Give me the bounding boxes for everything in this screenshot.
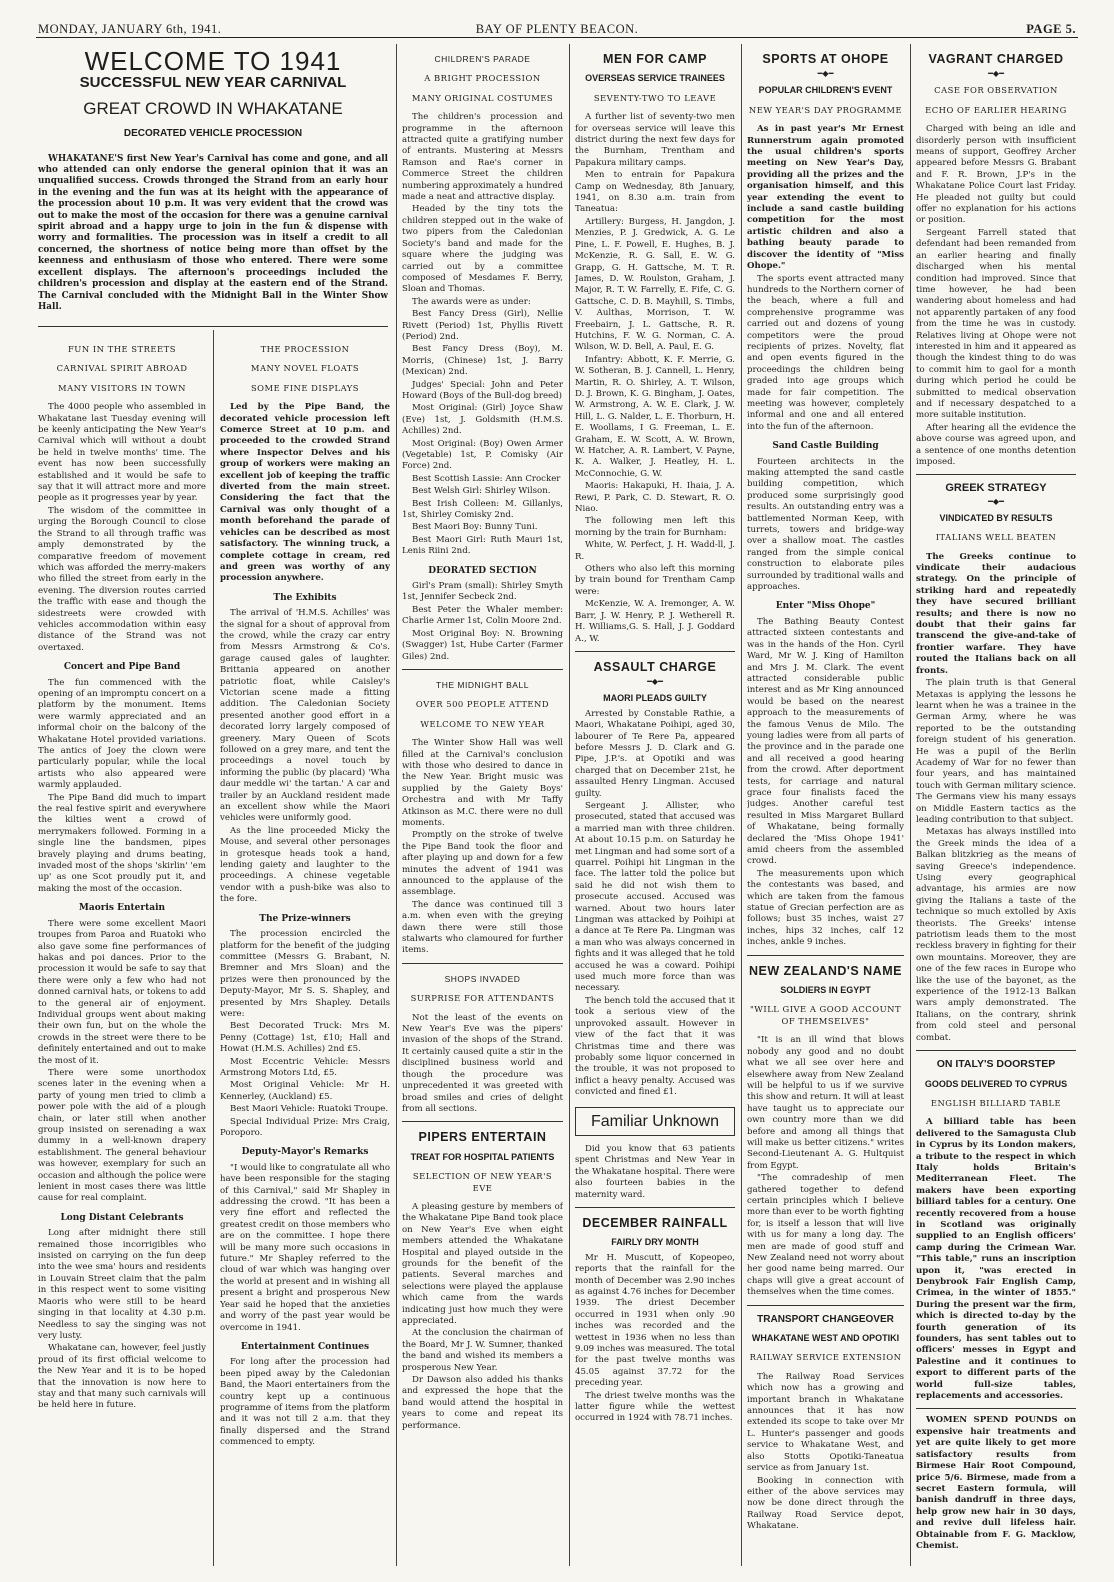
paragraph: Best Fancy Dress (Girl), Nellie Rivett (Period) 1st, Phyllis Rivett (Period) 2nd. bbox=[402, 309, 563, 342]
subhead: MAORI PLEADS GUILTY bbox=[603, 693, 707, 704]
headline: NEW ZEALAND'S NAME bbox=[749, 963, 902, 978]
paragraph: Mr H. Muscutt, of Kopeopeo, reports that the rainfall for the month of December was 2.90 inches as against 4.76 inches for December 1939. The driest December occurred in 1931 when only .90 inches was recorded and the wettest in 1936 when no less than 9.09 inches was measured. The total for the past twelve months was 45.05 against 37.72 for the preceding year. bbox=[575, 1252, 735, 1389]
headline-welcome: WELCOME TO 1941 bbox=[84, 46, 342, 76]
paragraph: Sergeant J. Allister, who prosecuted, stated that accused was a married man with three children. At about 10.15 p.m. on Saturday he met Lingman and had some sort of a quarrel. Poihipi hit Lingman in the face. The latter told the police but said he did not wish them to prosecute accused. Accused was warned. About two hours later Lingman was attacked by Poihipi at a dance at Te Rere Pa. Lingman was a man who was always concerned in fights and it was alleged that he told accused he was a coward. Poihipi used much more force than was necessary. bbox=[575, 800, 735, 994]
paragraph: The driest twelve months was the latter figure while the wettest occurred in 1924 with 78.71 inches. bbox=[575, 1390, 735, 1424]
side-heading: Deputy-Mayor's Remarks bbox=[241, 1147, 369, 1158]
paragraph: Most Eccentric Vehicle: Messrs Armstrong Motors Ltd, £5. bbox=[220, 1056, 390, 1078]
paragraph: "It is an ill wind that blows nobody any good and no doubt what we all see over here and elsewhere away from New Zealand will be helpful to us if we survive this show and return. It will at least have taught us to appreciate our own country more than we did before and among all things that will make us better citizens." writes Second-Lieutenant A. G. Hultquist from Egypt. bbox=[747, 1035, 904, 1171]
headline-carnival: SUCCESSFUL NEW YEAR CARNIVAL bbox=[79, 74, 347, 92]
section-divider bbox=[38, 326, 388, 327]
lead-paragraph: A billiard table has been delivered to the Samagusta Club in Cyprus by its London makers, a tribute to the respect in which Italy holds Britain's Mediterranean Fleet. The makers have been exporting billiard tables for a century. One recently recovered from a house in Scotland was originally supplied to an English officers' camp during the Crimean War. "This table," runs an inscription upon it, "was erected in Denybrook Fair English Camp, Crimea, in the winter of 1855." During the present war the firm, which is directed to-day by the fourth generation of its founders, has sent tables out to officers' messes in Egypt and Palestine and it continues to export to different parts of the world full-size tables, replacements and accessories. bbox=[916, 1117, 1076, 1402]
subhead: RAILWAY SERVICE EXTENSION bbox=[749, 1352, 902, 1363]
paragraph: Promptly on the stroke of twelve the Pipe Band took the floor and after playing up and down for a few minutes the advent of 1941 was announced to the applause of the assemblage. bbox=[402, 830, 563, 898]
subhead: GOODS DELIVERED TO CYPRUS bbox=[924, 1078, 1068, 1089]
paragraph: Most Original: (Boy) Owen Armer (Vegetable) 1st, P. Comisky (Air Force) 2nd. bbox=[402, 438, 563, 472]
column-rule bbox=[910, 44, 911, 1566]
paragraph: Whakatane can, however, feel justly proud of its first official welcome to the New Year and it is to be hoped that the innovation is now here to stay and that many such carnivals will be held here in future. bbox=[38, 1343, 206, 1411]
paragraph: A further list of seventy-two men for overseas service will leave this district during the next few days for the Burnham, Trentham and Papakura military camps. bbox=[575, 112, 735, 168]
paragraph: Sergeant Farrell stated that defendant had been remanded from an earlier hearing and finally discharged when his mental condition had improved. Since that time however, he had been wandering about homeless and had not apparently partaken of any food from the time he was in custody. Relatives living at Ohope were not interested in him and it appeared as though the kindest thing to do was to commit him to gaol for a month during which period he could be submitted to medical observation and if necessary despatched to a more suitable institution. bbox=[916, 227, 1076, 421]
page-number: PAGE 5. bbox=[1026, 22, 1076, 36]
subhead: POPULAR CHILDREN'S EVENT bbox=[758, 85, 893, 96]
side-heading: The Prize-winners bbox=[259, 913, 351, 924]
paragraph: Others who also left this morning by train bound for Trentham Camp were: bbox=[575, 564, 735, 597]
advertisement: WOMEN SPEND POUNDS on expensive hair treatments and yet are quite likely to get more satisfactory results from Birmese Hair Root Compound, price 5/6. Birmese, made from a secret Eastern formula, will banish dandruff in three days, help grow new hair in 30 days, and revive dull lifeless hair. Obtainable from F. G. Macklow, Chemist. bbox=[916, 1415, 1076, 1551]
headline: MEN FOR CAMP bbox=[603, 52, 707, 66]
paragraph: The Railway Road Services which now has a growing and important branch in Whakatane announces that it has now extended its scope to take over Mr L. Hunter's passenger and goods service to Whakatane West, and also Stotts Opotiki-Taneatua service as from January 1st. bbox=[747, 1371, 904, 1474]
subhead: OVERSEAS SERVICE TRAINEES bbox=[585, 73, 725, 84]
headline: THE MIDNIGHT BALL bbox=[436, 679, 529, 690]
divider bbox=[402, 1121, 563, 1122]
paragraph: A pleasing gesture by members of the Whakatane Pipe Band took place on New Year's Eve when eight members attended the Whakatane Hospital and played outside in the grounds for the benefit of the patients. Several marches and selections were played the applause which came from the wards indicating just how much they were appreciated. bbox=[402, 1201, 563, 1326]
paragraph: Maoris: Hakapuki, H. Ihaia, J. A. Rewi, P. Park, C. D. Stewart, R. O. Niao. bbox=[575, 481, 735, 515]
headline: SPORTS AT OHOPE bbox=[762, 52, 889, 66]
headline: THE PROCESSION bbox=[260, 344, 350, 354]
column-rule bbox=[213, 330, 214, 1566]
paragraph: Most Original: (Girl) Joyce Shaw (Eve) 1st, J. Goldsmith (H.M.S. Achilles) 2nd. bbox=[402, 403, 563, 437]
subhead: OVER 500 PEOPLE ATTEND bbox=[415, 699, 550, 710]
subhead: A BRIGHT PROCESSION bbox=[424, 73, 541, 84]
subhead: CARNIVAL SPIRIT ABROAD bbox=[56, 363, 188, 374]
side-heading: The Exhibits bbox=[273, 592, 337, 603]
masthead bbox=[36, 22, 1078, 38]
paragraph: Most Original Vehicle: Mr H. Kennerley, (Auckland) £5. bbox=[220, 1080, 390, 1102]
paragraph: McKenzie, W. A. Iremonger, A. W. Barr, J. W. Henry, P. J. Wetherell R. H. Williams,G. S. Hall, J. J. Goddard A., W. bbox=[575, 599, 735, 644]
paragraph: At the conclusion the chairman of the Board, Mr J. W. Sumner, thanked the band and wished its members a prosperous New Year. bbox=[402, 1328, 563, 1373]
subhead: SURPRISE FOR ATTENDANTS bbox=[410, 993, 555, 1004]
side-heading: DEORATED SECTION bbox=[428, 565, 537, 576]
dash-ornament: ━◆━ bbox=[988, 496, 1004, 506]
paragraph: White, W. Perfect, J. H. Wadd-ll, J. R. bbox=[575, 540, 735, 562]
side-heading: Maoris Entertain bbox=[78, 903, 166, 914]
paragraph: Dr Dawson also added his thanks and expressed the hope that the band would attend the hospital in years to come and repeat its performance. bbox=[402, 1375, 563, 1431]
men-for-camp-column bbox=[575, 44, 735, 1568]
paragraph: Best Decorated Truck: Mrs M. Penny (Cottage) 1st, £10; Hall and Howat (H.M.S. Achilles) 2nd £5. bbox=[220, 1021, 390, 1055]
subhead: TREAT FOR HOSPITAL PATIENTS bbox=[410, 1151, 555, 1162]
procession-article bbox=[220, 330, 390, 1568]
side-heading: Concert and Pipe Band bbox=[63, 662, 181, 673]
divider bbox=[747, 1305, 904, 1306]
subhead: SOLDIERS IN EGYPT bbox=[780, 985, 871, 996]
headline: CHILDREN'S PARADE bbox=[434, 54, 531, 64]
subhead: NEW YEAR'S DAY PROGRAMME bbox=[748, 104, 903, 115]
paragraph: Best Peter the Whaler member: Charlie Armer 1st, Colin Moore 2nd. bbox=[402, 604, 563, 627]
paragraph: Headed by the tiny tots the children stepped out in the wake of two pipers from the Caledonian Society's band and made for the square where the judging was carried out by a committee composed of Mesdames F. Berry, Sloan and Thomas. bbox=[402, 204, 563, 295]
subhead: SEVENTY-TWO TO LEAVE bbox=[593, 92, 717, 103]
paragraph: The Pipe Band did much to impart the real festive spirit and everywhere the kilties went a crowd of merrymakers followed. Forming in a single line the bandsmen, pipes bravely playing and drums beating, invaded most of the shops 'skirlin' 'em up' as one Scot proudly put it, and making the most of the occasion. bbox=[38, 792, 206, 894]
paragraph: The following men left this morning by the train for Burnham: bbox=[575, 516, 735, 538]
paragraph: Artillery: Burgess, H. Jangdon, J. Menzies, P. J. Gredwick, A. G. Le Pine, L. F. Powell, E. Hughes, B. J. McKenzie, R. G. Sall, E. W. G. Grapp, G. H. Gattsche, M. T. R. James, D. W. Roulston, Graham, J. Major, R. T. W. Farrelly, E. Fife, C. G. Gattsche, C. D. B. Mayhill, S. Timbs, V. Aulthas, Morrison, T. W. Freebairn, J. L. Gattsche, R. R. Hutchins, F. W. G. Norman, C. A. Wilson, W. D. Bell, A. Paul, E. G. bbox=[575, 216, 735, 353]
side-heading: Sand Castle Building bbox=[772, 441, 879, 452]
side-heading: Long Distant Celebrants bbox=[60, 1212, 184, 1223]
divider bbox=[916, 1050, 1076, 1051]
subhead: ECHO OF EARLIER HEARING bbox=[925, 104, 1067, 115]
paragraph: Best Maori Boy: Bunny Tuni. bbox=[412, 522, 538, 533]
subhead: FAIRLY DRY MONTH bbox=[611, 1237, 699, 1248]
divider bbox=[916, 1408, 1076, 1409]
paragraph: There were some unorthodox scenes later in the evening when a party of young men tried to climb a power pole with the aid of a plough chain, or later still when another group insisted on serenading a wax dummy in a well-known drapery establishment. The general behaviour was however, exemplary for such an occasion and although the police were lenient in most cases there was little cause for real complaint. bbox=[38, 1067, 206, 1204]
column-rule bbox=[569, 44, 570, 1566]
paragraph: "The comradeship of men gathered together to defend certain principles which I believe more than ever to be worth fighting for, is itself a lesson that will live with us for many a long day. The men are made of good stuff and New Zealand need not worry about her good name being marred. Our chaps will give a great account of themselves when the time comes. bbox=[747, 1173, 904, 1298]
paragraph: Girl's Pram (small): Shirley Smyth 1st, Jennifer Secbeck 2nd. bbox=[402, 581, 563, 603]
paragraph: Best Maori Girl: Ruth Mauri 1st, Lenis Riini 2nd. bbox=[402, 534, 563, 557]
paragraph: Men to entrain for Papakura Camp on Wednesday, 8th January, 1941, on 8.30 a.m. train from Taneatua: bbox=[575, 170, 735, 215]
subhead: VINDICATED BY RESULTS bbox=[939, 512, 1053, 523]
divider bbox=[916, 474, 1076, 475]
paragraph: Arrested by Constable Rathie, a Maori, Whakatane Poihipi, aged 30, labourer of Te Rere Pa, appeared before Messrs J. D. Clark and G. Pipe, J.P.'s. at Opotiki and was charged that on December 21st, he assaulted Henry Lingman. Accused guilty. bbox=[575, 708, 735, 799]
column-rule bbox=[396, 44, 397, 1566]
paragraph: The Bathing Beauty Contest attracted sixteen contestants and was in the hands of the Hon. Cyril Ward, Mr W. J. King of Hamilton and Mrs J. M. Clark. The event attracted considerable public interest and as Mr King announced would be based on the nearest approach to the measurements of the famous Venus de Milo. The young ladies were from all parts of the province and in the parade one and all received a good hearing from the crowd. After deportment tests, for carriage and natural grace four finalists faced the judges. Another careful test resulted in Miss Margaret Bullard of Whakatane, being formally declared the 'Miss Ohope 1941' amid cheers from the assembled crowd. bbox=[747, 616, 904, 867]
subhead: ITALIANS WELL BEATEN bbox=[935, 532, 1057, 543]
paragraph: Most Original Boy: N. Browning (Swagger) 1st, Hube Carter (Farmer Giles) 2nd. bbox=[402, 628, 563, 662]
paragraph: The arrival of 'H.M.S. Achilles' was the signal for a shout of approval from the crowd, while the crazy car entry from Messrs Armstrong & Co's. garage caused gales of laughter. Brittania appeared on another patriotic float, while Caisley's Victorian scene made a fitting addition. The Caledonian Society presented another good effort in a decorated lorry largely composed of greenery. Mary Queen of Scots followed on a grey mare, and tent the proceedings a novel touch by informing the public (by placard) 'Wha daur meddle wi' the tartan.' A car and trailer by an Auckland resident made an excellent show while the Maori vehicles were uniformly good. bbox=[220, 608, 390, 824]
side-heading: Enter "Miss Ohope" bbox=[775, 601, 876, 612]
paragraph: Did you know that 63 patients spent Christmas and New Year in the Whakatane hospital. There were also fourteen babies in the maternity ward. bbox=[575, 1143, 735, 1200]
headline: VAGRANT CHARGED bbox=[928, 52, 1064, 66]
subhead: WHAKATANE WEST AND OPOTIKI bbox=[751, 1333, 900, 1344]
headline-decorated: DECORATED VEHICLE PROCESSION bbox=[123, 128, 303, 140]
paragraph: Infantry: Abbott, K. F. Merrie, G. W. Sotheran, B. J. Cannell, L. Henry, Martin, R. O. Shirley, A. T. Wilson, D. J. Brown, K. G. Bingham, J. Oates, W. Armstrong, A. W. E. Clark, J. W. Hill, L. G. Nalder, L. E. Thorburn, H. E. Woollams, I G. Freeman, L. E. Graham, E. W. Scott, A. W. Brown, W. Hatcher, A. R. Lambert, V. Payne, K. A. Walker, J. Heatley, H. L. McConnochie, G. W. bbox=[575, 354, 735, 479]
paragraph: Best Scottish Lassie: Ann Crocker bbox=[412, 473, 561, 484]
headline: PIPERS ENTERTAIN bbox=[418, 1130, 547, 1145]
subhead: MANY ORIGINAL COSTUMES bbox=[411, 92, 554, 103]
paragraph: As the line proceeded Micky the Mouse, and several other personages in grotesque heads took a hand, lending gaiety and laughter to the proceedings. A chinese vegetable vendor with a push-bike was also to the fore. bbox=[220, 825, 390, 905]
paragraph: The bench told the accused that it took a serious view of the unprovoked assault. However in view of the fact that it was Christmas time and there was probably some liquor concerned in the trouble, it was not proposed to inflict a heavy penalty. Accused was convicted and fined £1. bbox=[575, 995, 735, 1098]
headline-crowd: GREAT CROWD IN WHAKATANE bbox=[83, 98, 343, 118]
paragraph: The fun commenced with the opening of an impromptu concert on a platform by the monument. Items were warmly appreciated and an informal choir on the balcony of the Whakatane Hotel provided variations. The antics of Joey the clown were particularly popular, while the local artists who also appeared were warmly applauded. bbox=[38, 677, 206, 791]
dash-ornament: ━◆━ bbox=[988, 69, 1004, 79]
newspaper-name: BAY OF PLENTY BEACON. bbox=[475, 22, 639, 36]
headline: GREEK STRATEGY bbox=[945, 482, 1047, 495]
paragraph: Best Maori Vehicle: Ruatoki Troupe. bbox=[230, 1104, 389, 1115]
paragraph: Best Irish Colleen: M. Gillanlys, 1st, Shirley Comisky 2nd. bbox=[402, 498, 563, 521]
paragraph: Best Fancy Dress (Boy), M. Morris, (Chinese) 1st, J. Barry (Mexican) 2nd. bbox=[402, 344, 563, 378]
subhead: ENGLISH BILLIARD TABLE bbox=[930, 1097, 1062, 1108]
paragraph: "I would like to congratulate all who have been responsible for the staging of this Carnival," said Mr Shapley in addressing the crowd. "It has been a very fine effort and reflected the greatest credit on those members who are on the committee. I hope there will be many more such occasions in future." Mr Shapley referred to the cloud of war which was hanging over the world at present and in wishing all present a bright and prosperous New Year said he hoped that the anxieties and worry of the past year would be overcome in 1941. bbox=[220, 1162, 390, 1333]
subhead: "WILL GIVE A GOOD ACCOUNT OF THEMSELVES" bbox=[749, 1004, 902, 1026]
paragraph: The measurements upon which the contestants was based, and which are taken from the famous statue of Grecian perfection are as follows; bust 35 inches, waist 27 inches, hips 32 inches, calf 12 inches, ankle 9 inches. bbox=[747, 868, 904, 948]
dash-ornament: ━◆━ bbox=[647, 677, 663, 687]
paragraph: The sports event attracted many hundreds to the Northern corner of the beach, where a full and comprehensive programme was carried out and dozens of young competitors were the proud recipients of prizes. Novelty, flat and open events figured in the proceedings the children being graded into age groups which made for fair competition. The meeting was however, completely informal and one and all entered into the fun of the afternoon. bbox=[747, 273, 904, 432]
paragraph: The Winter Show Hall was well filled at the Carnival's conclusion with those who desired to dance in the New Year. Bright music was supplied by the Gaiety Boys' Orchestra and with Mr Taffy Atkinson as M.C. there were no dull moments. bbox=[402, 738, 563, 828]
paragraph: There were some excellent Maori troupes from Paroa and Ruatoki who also gave some fine performances of hakas and poi dances. Prior to the procession it would be safe to say that there were only a few who had not donned carnival hats, or tokens to add to the general air of enjoyment. Individual groups went about making their own fun, but on the whole the crowds in the street were there to be definitely entertained and out to make the most of it. bbox=[38, 918, 206, 1066]
divider bbox=[402, 669, 563, 670]
paragraph: Metaxas has always instilled into the Greek minds the idea of a Balkan blitzkrieg as the means of saving Greece's independence. Using every geographical advantage, his armies are now giving the Italians a taste of the technique so much extolled by Axis theorists. The Greeks' intense patriotism leads them to the most reckless bravery in fighting for their own mountains. Moreover, they are one of the few races in Europe who like the use of the bayonet, as the experience of the 1912-13 Balkan wars amply demonstrated. The Italians, on the contrary, shrink from cold steel and personal combat. bbox=[916, 827, 1076, 1043]
paragraph: The 4000 people who assembled in Whakatane last Tuesday evening will be keenly anticipating the New Year's Carnival which will without a doubt be held in twelve months' time. The event has now been successfully established and it would be safe to say that it will attract more and more people as it progresses year by year. bbox=[38, 402, 206, 504]
sports-at-ohope-column bbox=[747, 44, 904, 1568]
dash-ornament: ━◆━ bbox=[817, 69, 834, 79]
subhead: MANY NOVEL FLOATS bbox=[250, 363, 360, 374]
paragraph: Fourteen architects in the making attempted the sand castle building competition, which produced some surprisingly good results. An outstanding entry was a battlemented Norman Keep, with turrets, towers and bridge-way over a shallow moat. The castles ranged from the simple conical construction to elaborate piles surrounded by traditional walls and approaches. bbox=[747, 456, 904, 593]
column-rule bbox=[741, 44, 742, 1566]
headline: TRANSPORT CHANGEOVER bbox=[757, 1313, 894, 1325]
paragraph: The procession encircled the platform for the benefit of the judging committee (Messrs G. Brabant, N. Bremner and Mrs Sloan) and the prizes were then pronounced by the Deputy-Mayor, Mr S. S. Shapley, and presented by Mrs Shapley. Details were: bbox=[220, 929, 390, 1019]
lead-paragraph: The Greeks continue to vindicate their audacious strategy. On the principle of striking hard and repeatedly they have secured brilliant results; and there is now no doubt that their gains far transcend the give-and-take of frontier warfare. They have routed the Italians back on all fronts. bbox=[916, 551, 1076, 676]
divider bbox=[402, 963, 563, 964]
paragraph: Long after midnight there still remained those incorrigibles who insisted on carrying on the fun deep into the wee sma' hours and residents in Louvain Street claim that the palm in this respect went to some visiting Maoris who were still to be heard singing in that locality at 4.30 p.m. Needless to say the singing was not very lusty. bbox=[38, 1228, 206, 1341]
headline: FUN IN THE STREETS bbox=[67, 344, 176, 354]
vagrant-charged-column bbox=[916, 44, 1076, 1568]
subhead: WELCOME TO NEW YEAR bbox=[420, 718, 545, 729]
divider bbox=[747, 955, 904, 956]
divider bbox=[575, 1207, 735, 1208]
headline: DECEMBER RAINFALL bbox=[582, 1215, 728, 1230]
paragraph: The awards were as under: bbox=[412, 296, 531, 307]
headline: SHOPS INVADED bbox=[444, 973, 521, 984]
paragraph: The wisdom of the committee in urging the Borough Council to close the Strand to all through traffic was amply demonstrated by the comparative freedom of movement which was afforded the merry-makers who filled the street from early in the evening. The diversion routes carried the traffic with ease and though the sidestreets were crowded with vehicles accommodation within easy distance of the Strand was not overtaxed. bbox=[38, 505, 206, 653]
paragraph: After hearing all the evidence the above course was agreed upon, and a sentence of one months detention imposed. bbox=[916, 422, 1076, 467]
lead-paragraph: WHAKATANE'S first New Year's Carnival has come and gone, and all who attended can only endorse the general opinion that it was an unqualified success. Crowds thronged the Strand from an early hour in the evening and the fun was at its height with the appearance of the procession about 10 p.m. It was very evident that the crowd was out to make the most of the occasion for there was a genuine carnival spirit abroad and a happy urge to join in the fun & dispense with worry and formalities. The procession was in itself a credit to all concerned, the shortness of notice being more than offset by the keenness and enthusiasm of those who entered. There were some excellent displays. The afternoon's proceedings included the children's procession and display at the eastern end of the Strand. The Carnival concluded with the Midnight Ball in the Winter Show Hall. bbox=[38, 153, 388, 312]
divider bbox=[575, 651, 735, 652]
paragraph: Charged with being an idle and disorderly person with insufficient means of support, Geoffrey Archer appeared before Messrs G. Brabant and F. R. Brown, J.P's in the Whakatane Police Court last Friday. He pleaded not guilty but could offer no explanation for his actions or position. bbox=[916, 124, 1076, 226]
paragraph: For long after the procession had been piped away by the Caledonian Band, the Maori entertainers from the country kept up a continuous programme of items from the platform and it was not till 2 a.m. that they finally dispersed and the Strand commenced to empty. bbox=[220, 1357, 390, 1448]
childrens-parade-column bbox=[402, 44, 563, 1568]
familiar-unknown-heading: Familiar Unknown bbox=[575, 1107, 735, 1136]
paragraph: Special Individual Prize: Mrs Craig, Poroporo. bbox=[220, 1116, 390, 1138]
lead-paragraph: As in past year's Mr Ernest Runnerstrum again promoted the usual children's sports meeting on New Year's Day, providing all the prizes and the organisation himself, and this year extending the event to include a sand castle building competition for the most artistic children and also a bathing beauty parade to discover the identity of "Miss Ohope." bbox=[747, 124, 904, 272]
paragraph: Booking in connection with either of the above services may now be done direct through the Railway Road Service depot, Whakatane. bbox=[747, 1475, 904, 1532]
paragraph: Best Welsh Girl: Shirley Wilson. bbox=[412, 486, 551, 497]
subhead: MANY VISITORS IN TOWN bbox=[58, 382, 186, 393]
lead-paragraph: Led by the Pipe Band, the decorated vehicle procession left Comerce Street at 10 p.m. and proceeded to the crowded Strand where Inspector Delves and his group of workers were making an excellent job of keeping the traffic diverted from the main street. Considering the fact that the Carnival was only thought of a month beforehand the parade of vehicles can be described as most satisfactory. The winning truck, a complete cottage in cream, red and green was worthy of any procession anywhere. bbox=[220, 402, 390, 584]
paragraph: The dance was continued till 3 a.m. when even with the greying dawn there were still those stalwarts who clamoured for further items. bbox=[402, 899, 563, 956]
subhead: CASE FOR OBSERVATION bbox=[934, 85, 1058, 96]
paragraph: Not the least of the events on New Year's Eve was the pipers' invasion of the shops of the Strand. It certainly caused quite a stir in the disciplined business world and though the procedure was unprecedented it was greeted with broad smiles and cries of delight from all sections. bbox=[402, 1012, 563, 1114]
headline: ON ITALY'S DOORSTEP bbox=[936, 1058, 1056, 1071]
paragraph: Judges' Special: John and Peter Howard (Boys of the Bull-dog breed) bbox=[402, 379, 563, 401]
subhead: SOME FINE DISPLAYS bbox=[250, 382, 360, 393]
issue-date: MONDAY, JANUARY 6th, 1941. bbox=[38, 22, 222, 36]
fun-in-streets-article bbox=[38, 330, 206, 1568]
subhead: SELECTION OF NEW YEAR'S EVE bbox=[412, 1171, 553, 1193]
side-heading: Entertainment Continues bbox=[240, 1341, 370, 1352]
paragraph: The plain truth is that General Metaxas is applying the lessons he learnt when he was a trainee in the German Army, where he was reported to be the outstanding foreign student of his generation. He was a pupil of the Berlin Academy of War for no fewer than four years, and has maintained touch with German military science. The Germans view his many essays on Middle Eastern tactics as the leading contribution to that subject. bbox=[916, 678, 1076, 825]
headline: ASSAULT CHARGE bbox=[593, 659, 717, 674]
paragraph: The children's procession and programme in the afternoon attracted quite a gratifying number of entrants. Mustering at Messrs Ramson and Rae's corner in Commerce Street the children numbering approximately a hundred made a neat and attractive display. bbox=[402, 112, 563, 203]
